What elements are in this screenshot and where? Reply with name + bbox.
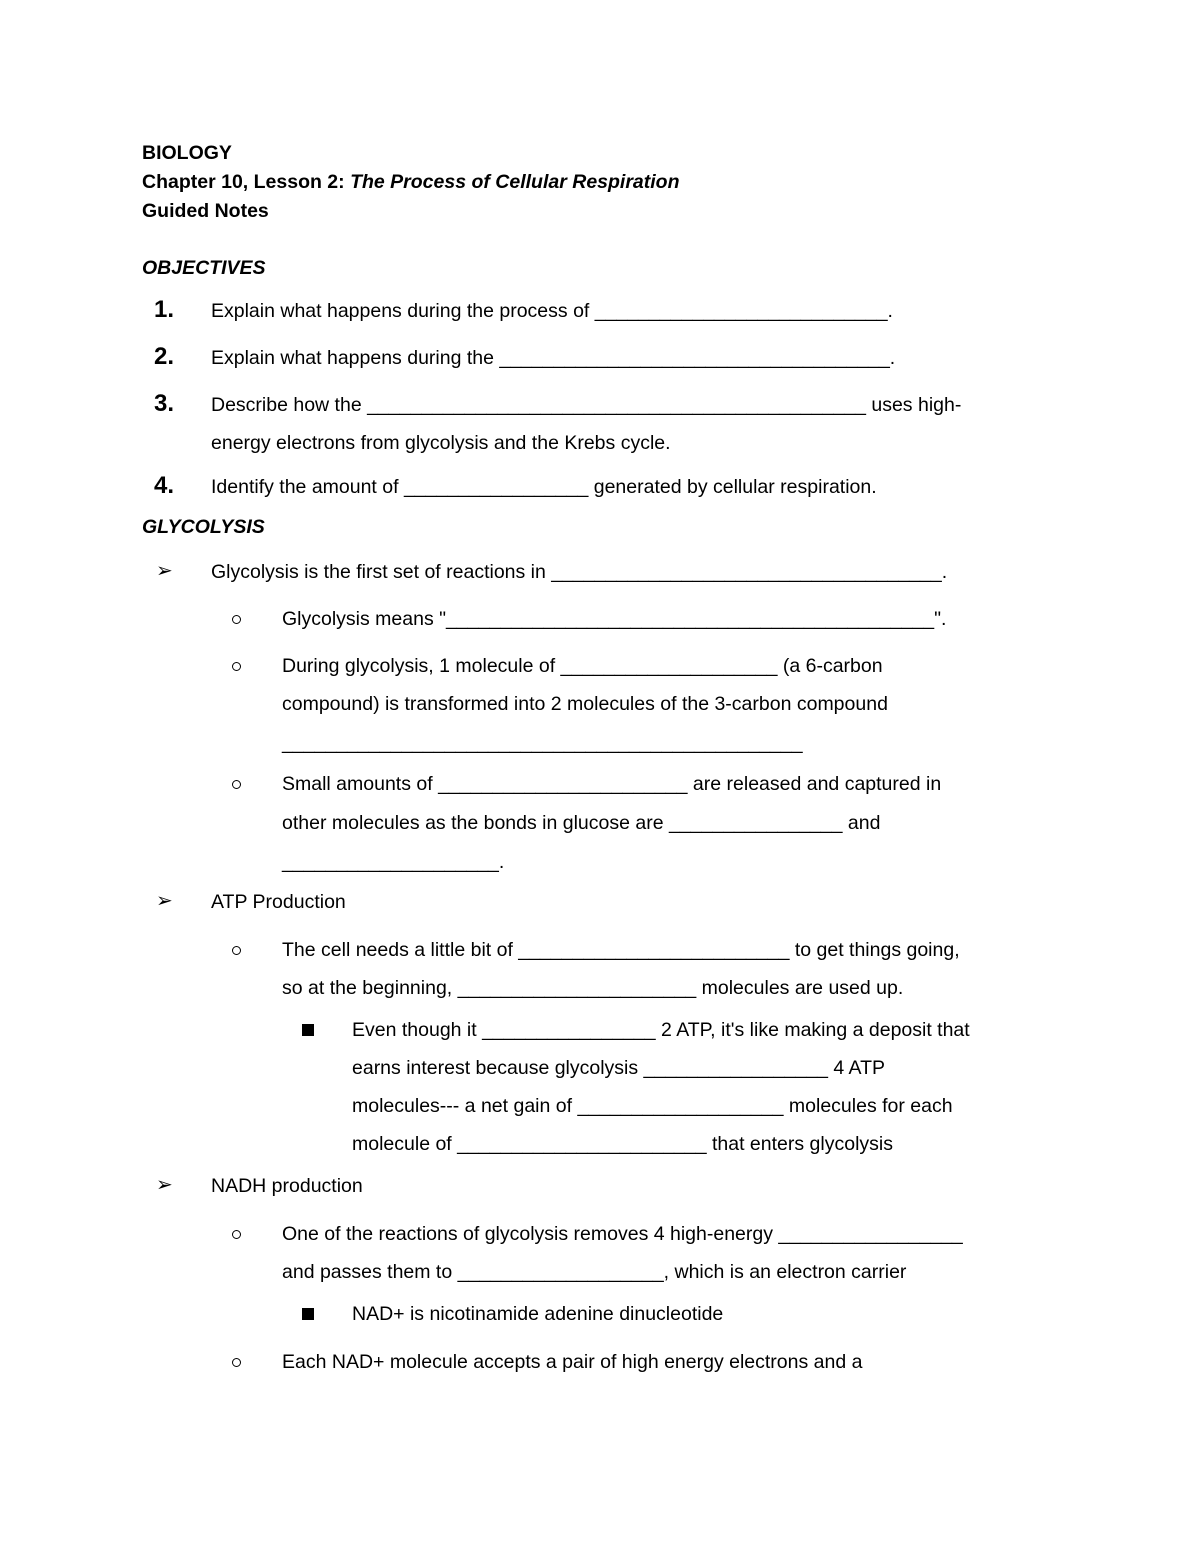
chapter-prefix: Chapter 10, Lesson 2:	[142, 171, 351, 193]
sub-bullet-text: The cell needs a little bit of _________________________ to get things going,	[282, 939, 960, 961]
chapter-line	[142, 170, 680, 194]
glycolysis-heading: GLYCOLYSIS	[142, 516, 265, 538]
square-bullet-icon	[302, 1018, 314, 1036]
objective-number: 4.	[154, 472, 175, 499]
circle-bullet-icon	[232, 1350, 241, 1367]
sub-bullet-text: One of the reactions of glycolysis removes 4 high-energy _________________	[282, 1223, 963, 1245]
sub-bullet-text: During glycolysis, 1 molecule of ____________________ (a 6-carbon	[282, 655, 883, 677]
tertiary-bullet-text-continued: earns interest because glycolysis _________________ 4 ATP	[352, 1057, 886, 1079]
arrow-bullet-icon: ➢	[156, 560, 173, 582]
arrow-bullet-icon: ➢	[156, 1174, 173, 1196]
bullet-text: NADH production	[211, 1175, 363, 1197]
subject-title: BIOLOGY	[142, 142, 232, 164]
sub-bullet-text-continued: so at the beginning, ______________________ molecules are used up.	[282, 977, 904, 999]
objective-number: 1.	[154, 296, 175, 323]
circle-bullet-icon	[232, 1222, 241, 1239]
sub-bullet-text-continued: other molecules as the bonds in glucose are ________________ and	[282, 812, 881, 834]
circle-bullet-icon	[232, 772, 241, 789]
objective-text: Explain what happens during the process of ___________________________.	[211, 300, 893, 322]
notes-type: Guided Notes	[142, 200, 269, 222]
sub-bullet-text: Glycolysis means "_____________________________________________".	[282, 608, 947, 630]
circle-bullet-icon	[232, 654, 241, 671]
objective-number: 2.	[154, 343, 175, 370]
circle-bullet-icon	[232, 607, 241, 624]
objective-text-continued: energy electrons from glycolysis and the Krebs cycle.	[211, 432, 671, 454]
bullet-text: Glycolysis is the first set of reactions in ____________________________________.	[211, 561, 948, 583]
objective-text: Explain what happens during the ____________________________________.	[211, 347, 896, 369]
objectives-heading: OBJECTIVES	[142, 257, 266, 279]
objective-number: 3.	[154, 390, 175, 417]
tertiary-bullet-text: Even though it ________________ 2 ATP, it's like making a deposit that	[352, 1019, 970, 1041]
sub-bullet-text-continued: ________________________________________________	[282, 732, 803, 754]
tertiary-bullet-text-continued: molecule of _______________________ that enters glycolysis	[352, 1133, 893, 1155]
circle-bullet-icon	[232, 938, 241, 955]
objective-text: Describe how the ______________________________________________ uses high-	[211, 394, 962, 416]
square-bullet-icon	[302, 1302, 314, 1320]
arrow-bullet-icon: ➢	[156, 890, 173, 912]
sub-bullet-text-continued: and passes them to ___________________, which is an electron carrier	[282, 1261, 907, 1283]
objective-text: Identify the amount of _________________ generated by cellular respiration.	[211, 476, 877, 498]
sub-bullet-text: Each NAD+ molecule accepts a pair of high energy electrons and a	[282, 1351, 863, 1373]
sub-bullet-text-continued: compound) is transformed into 2 molecules of the 3-carbon compound	[282, 693, 888, 715]
bullet-text: ATP Production	[211, 891, 346, 913]
sub-bullet-text: Small amounts of _______________________ are released and captured in	[282, 773, 942, 795]
chapter-title: The Process of Cellular Respiration	[350, 171, 680, 193]
tertiary-bullet-text-continued: molecules--- a net gain of ___________________ molecules for each	[352, 1095, 953, 1117]
sub-bullet-text-continued: ____________________.	[282, 851, 505, 873]
tertiary-bullet-text: NAD+ is nicotinamide adenine dinucleotide	[352, 1303, 724, 1325]
